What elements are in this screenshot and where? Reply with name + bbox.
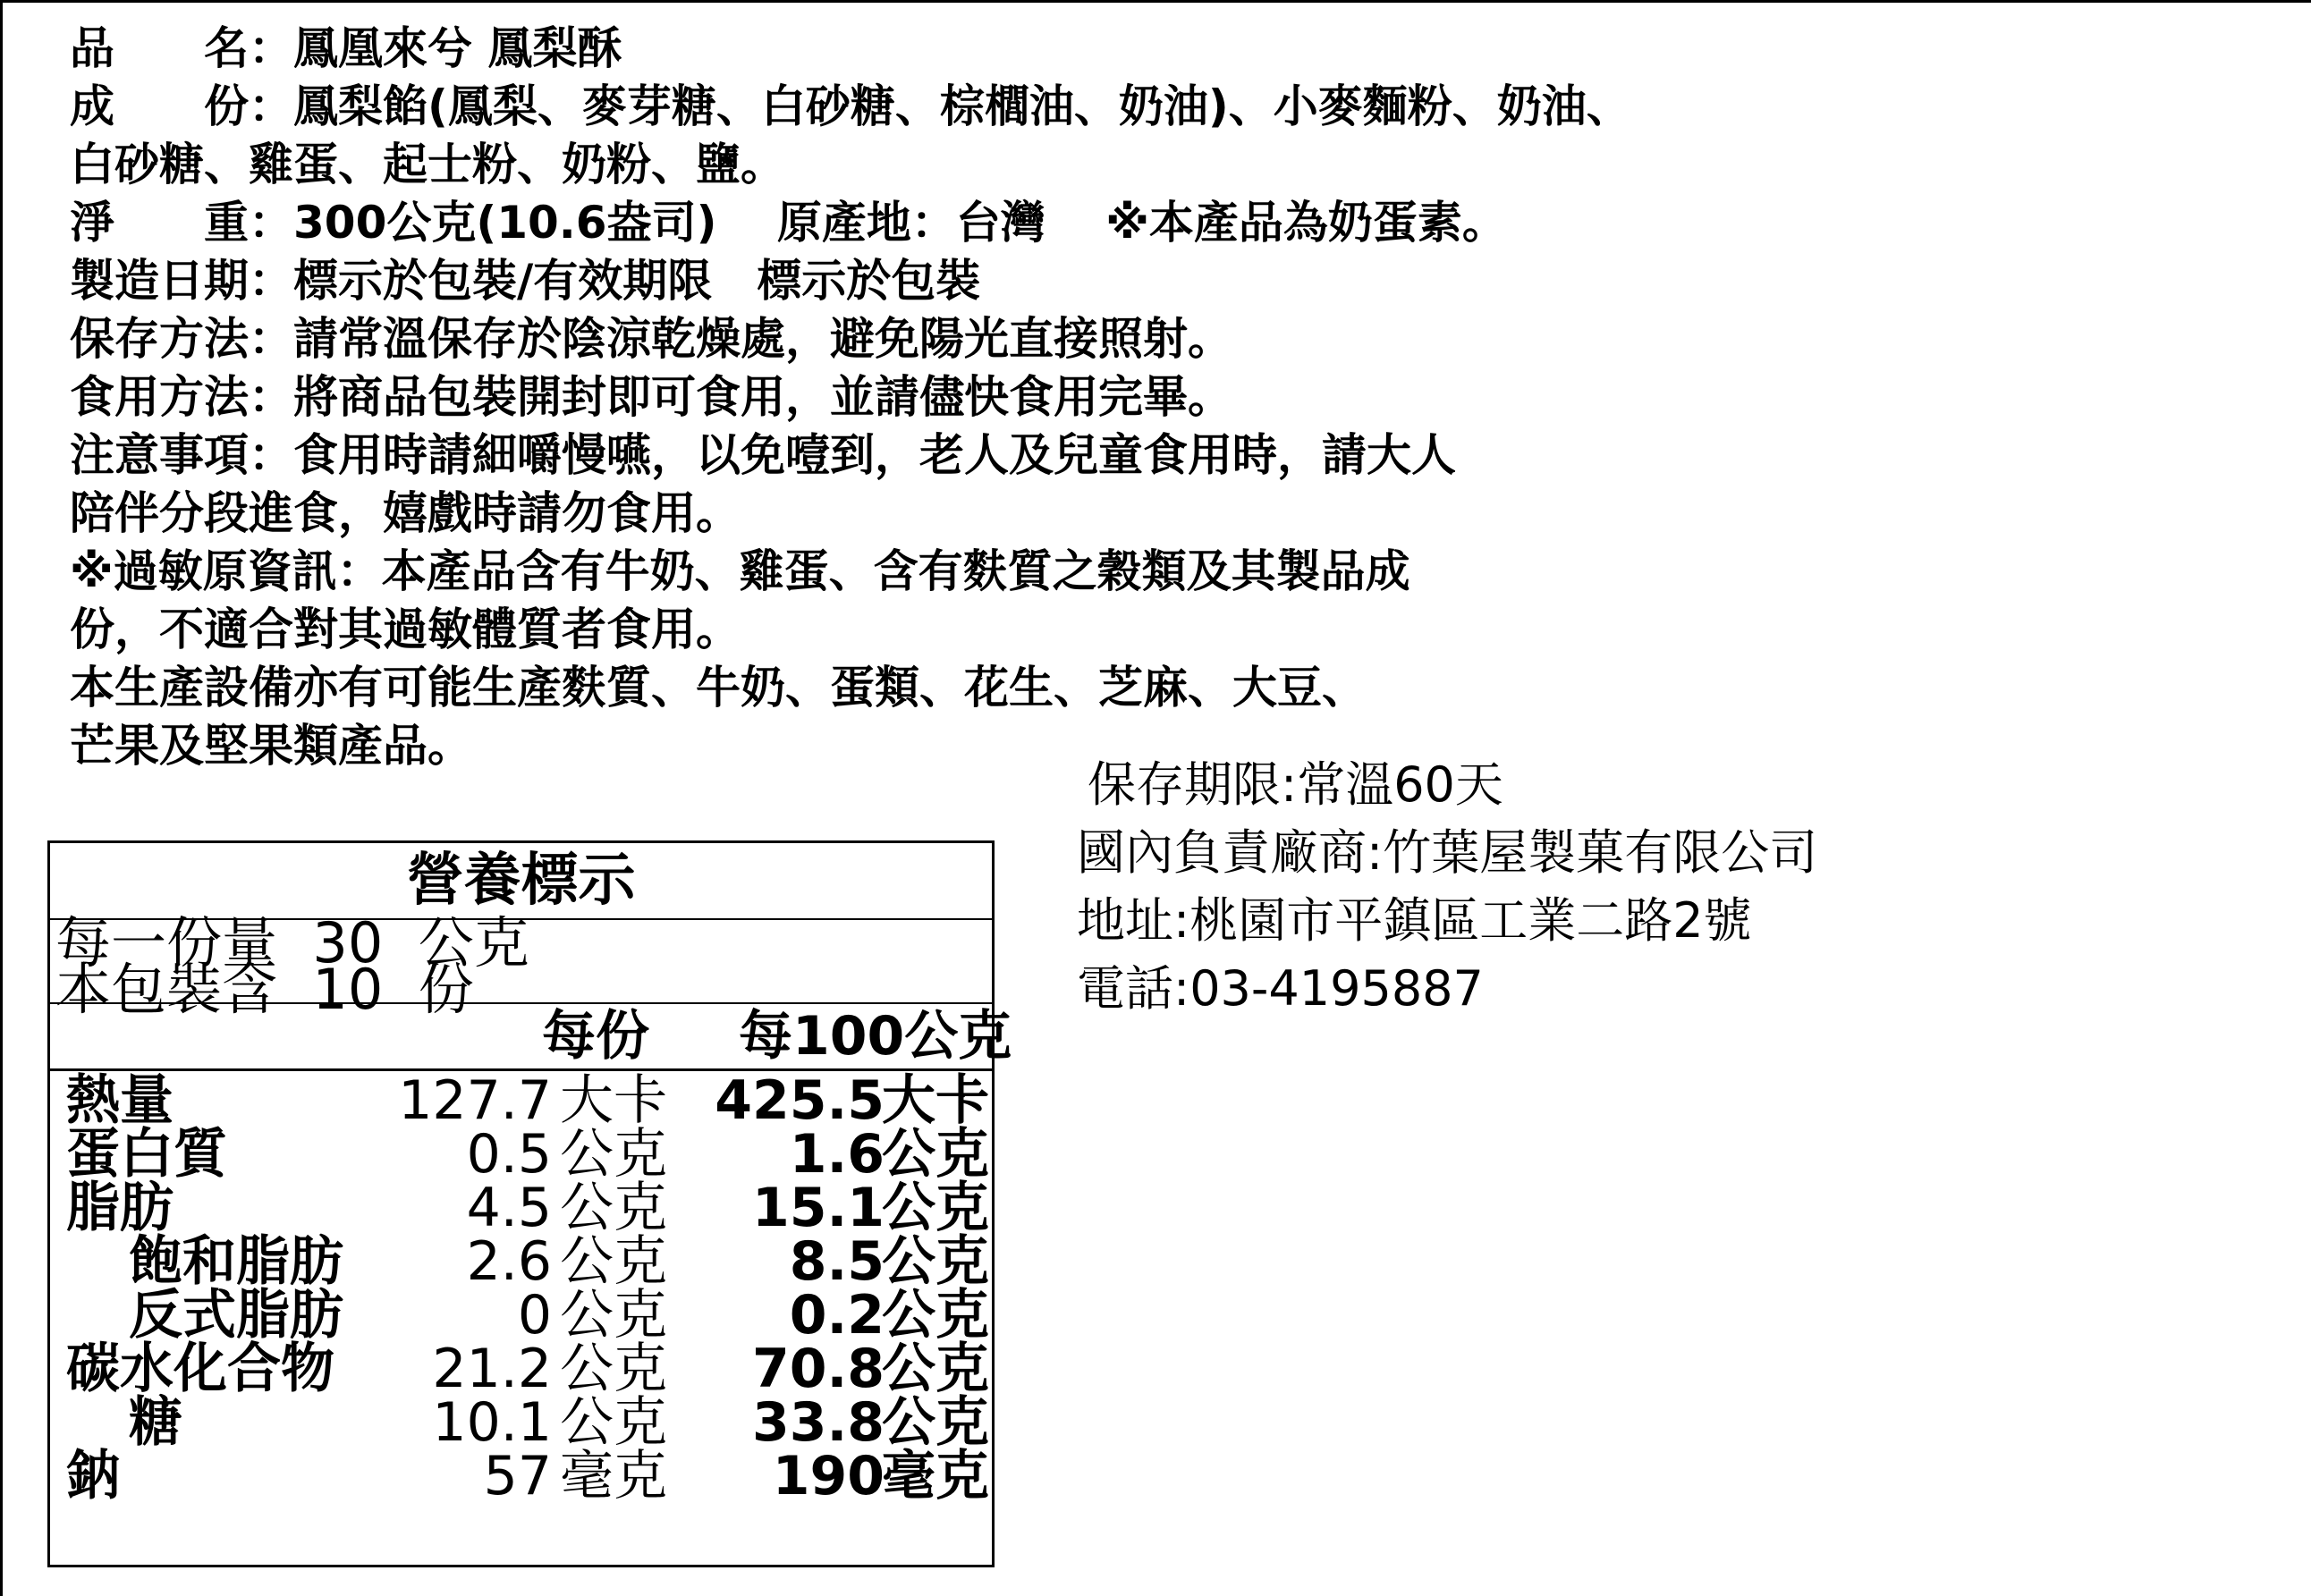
per-100g-unit: 公克 — [882, 1123, 989, 1186]
column-header — [50, 1004, 1012, 1071]
per-100g-value: 190 — [772, 1445, 885, 1507]
nutrient-name: 熱量 — [66, 1069, 174, 1132]
nutrient-name: 脂肪 — [66, 1177, 174, 1239]
allergen-line-2: 份，不適合對其過敏體質者食用。 — [70, 604, 741, 655]
table-row — [50, 1230, 992, 1293]
serving-info — [50, 910, 992, 1022]
product-name-line: 品 名：鳳凰來兮 鳳梨酥 — [70, 22, 622, 74]
ingredients-line-1: 成 份：鳳梨餡(鳳梨、麥芽糖、白砂糖、棕櫚油、奶油)、小麥麵粉、奶油、 — [70, 80, 1631, 132]
table-row — [50, 1123, 992, 1186]
serving-size: 每一份量 30 公克 — [55, 910, 529, 975]
table-row — [50, 1338, 992, 1400]
table-row — [50, 1445, 992, 1507]
servings-per-pack: 本包裝含 10 份 — [55, 957, 474, 1022]
per-serving-unit: 大卡 — [560, 1069, 667, 1132]
per-100g-value: 33.8 — [751, 1391, 885, 1454]
per-serving-value: 4.5 — [466, 1177, 552, 1239]
per-100g-unit: 大卡 — [882, 1069, 989, 1132]
per-100g-value: 8.5 — [789, 1230, 885, 1293]
per-serving-value: 0.5 — [466, 1123, 552, 1186]
ingredients-block — [70, 20, 1948, 775]
per-serving-unit: 公克 — [560, 1230, 667, 1293]
shelf-life: 保存期限:常溫60天 — [1088, 756, 1503, 813]
nutrient-name: 反式脂肪 — [129, 1284, 343, 1347]
company-info — [1077, 751, 2239, 1023]
per-serving-unit: 公克 — [560, 1391, 667, 1454]
per-serving-value: 0 — [517, 1284, 552, 1347]
allergen-line-1: ※過敏原資訊：本產品含有牛奶、雞蛋、含有麩質之穀類及其製品成 — [70, 545, 1410, 597]
per-serving-unit: 毫克 — [560, 1445, 667, 1507]
nutrition-table — [47, 840, 1012, 1567]
storage-method-line: 保存方法：請常溫保存於陰涼乾燥處，避免陽光直接照射。 — [70, 313, 1232, 365]
per-100g-value: 70.8 — [751, 1338, 885, 1400]
per-100g-unit: 公克 — [882, 1338, 989, 1400]
nutrient-name: 碳水化合物 — [66, 1338, 334, 1400]
caution-line-2: 陪伴分段進食，嬉戲時請勿食用。 — [70, 487, 741, 539]
per-serving-value: 127.7 — [398, 1069, 552, 1132]
per-100g-unit: 公克 — [882, 1284, 989, 1347]
usage-method-line: 食用方法：將商品包裝開封即可食用，並請儘快食用完畢。 — [70, 371, 1232, 423]
per-100g-value: 15.1 — [751, 1177, 885, 1239]
ingredients-line-2: 白砂糖、雞蛋、起士粉、奶粉、鹽。 — [70, 139, 785, 190]
table-row — [50, 1391, 992, 1454]
address: 地址:桃園市平鎮區工業二路2號 — [1077, 892, 1752, 949]
date-line: 製造日期：標示於包裝/有效期限 標示於包裝 — [70, 255, 981, 307]
table-row — [50, 1177, 992, 1239]
col-per-serving: 每份 — [542, 1005, 649, 1068]
per-serving-unit: 公克 — [560, 1177, 667, 1239]
phone: 電話:03-4195887 — [1077, 960, 1484, 1017]
table-row — [50, 1069, 992, 1132]
per-serving-unit: 公克 — [560, 1284, 667, 1347]
caution-line-1: 注意事項：食用時請細嚼慢嚥，以免噎到，老人及兒童食用時，請大人 — [70, 429, 1456, 481]
per-serving-value: 57 — [483, 1445, 552, 1507]
per-100g-unit: 公克 — [882, 1391, 989, 1454]
nutrient-name: 糖 — [129, 1391, 182, 1454]
per-serving-value: 2.6 — [466, 1230, 552, 1293]
nutrient-name: 蛋白質 — [66, 1123, 227, 1186]
per-100g-unit: 公克 — [882, 1177, 989, 1239]
per-100g-value: 1.6 — [789, 1123, 885, 1186]
nutrient-name: 飽和脂肪 — [129, 1230, 343, 1293]
per-100g-value: 0.2 — [789, 1284, 885, 1347]
col-per-100g: 每100公克 — [739, 1005, 1012, 1068]
per-100g-unit: 毫克 — [882, 1445, 989, 1507]
net-weight-line: 淨 重：300公克(10.6盎司) 原產地：台灣 ※本產品為奶蛋素。 — [70, 197, 1507, 249]
facility-line-1: 本生產設備亦有可能生產麩質、牛奶、蛋類、花生、芝麻、大豆、 — [70, 662, 1367, 714]
nutrient-name: 鈉 — [66, 1445, 120, 1507]
manufacturer: 國內負責廠商:竹葉屋製菓有限公司 — [1077, 824, 1818, 881]
nutrition-title: 營養標示 — [50, 843, 992, 920]
nutrient-rows — [50, 1069, 992, 1507]
per-serving-unit: 公克 — [560, 1338, 667, 1400]
per-100g-value: 425.5 — [715, 1069, 885, 1132]
table-row — [50, 1284, 992, 1347]
facility-line-2: 芒果及堅果類產品。 — [70, 720, 472, 772]
per-serving-value: 21.2 — [432, 1338, 552, 1400]
per-serving-value: 10.1 — [432, 1391, 552, 1454]
per-serving-unit: 公克 — [560, 1123, 667, 1186]
per-100g-unit: 公克 — [882, 1230, 989, 1293]
